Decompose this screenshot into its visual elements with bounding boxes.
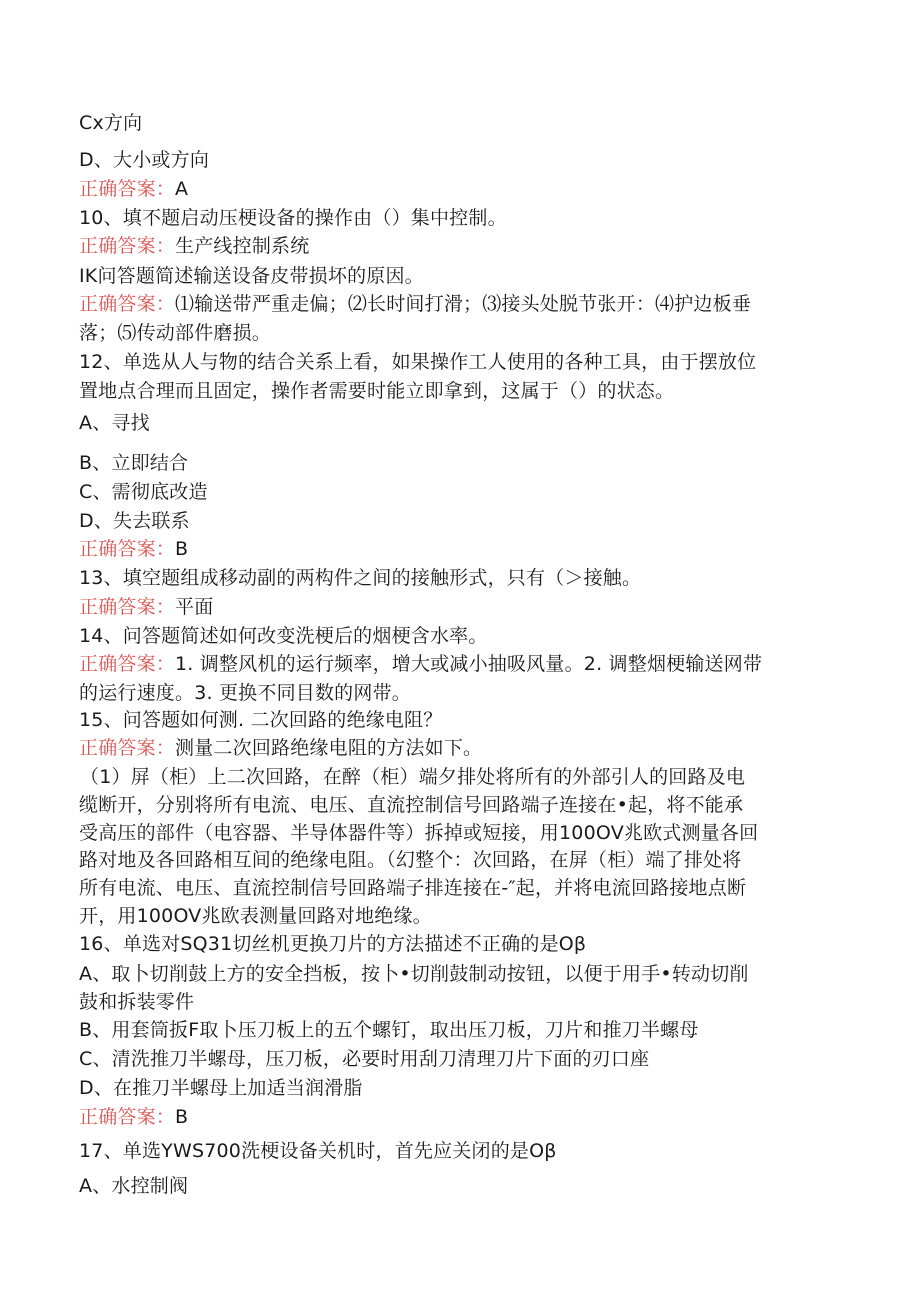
option-line: B、立即结合: [79, 452, 189, 474]
question-line: 14、问答题简述如何改变洗梗后的烟梗含水率。: [79, 625, 488, 647]
option-line: A、寻找: [79, 412, 150, 434]
answer-value: B: [175, 1106, 189, 1128]
question-line: 12、单选从人与物的结合关系上看，如果操作工人使用的各种工具，由于摆放位: [79, 351, 757, 373]
answer-value: B: [175, 538, 189, 560]
text-line: 落；⑸传动部件磨损。: [79, 322, 272, 344]
question-line: 13、填空题组成移动副的两构件之间的接触形式，只有（＞接触。: [79, 567, 642, 589]
text-line: 受高压的部件（电容器、半导体器件等）拆掉或短接，用100OV兆欧式测量各回: [79, 822, 759, 844]
option-line: C、清洗推刀半螺母，压刀板，必要时用刮刀清理刀片下面的刃口座: [79, 1048, 650, 1070]
question-line: 15、问答题如何测. 二次回路的绝缘电阻？: [79, 709, 443, 731]
answer-value: ⑴输送带严重走偏；⑵长时间打滑；⑶接头处脱节张开：⑷护边板垂: [175, 293, 752, 315]
answer-label: 正确答案：: [79, 596, 176, 618]
question-line: IK问答题简述输送设备皮带损坏的原因。: [79, 265, 424, 287]
answer-label: 正确答案：: [79, 178, 176, 200]
text-line: 所有电流、电压、直流控制信号回路端子排连接在-″起，并将电流回路接地点断: [79, 877, 747, 899]
text-line: Cx方向: [79, 112, 143, 134]
option-line: D、在推刀半螺母上加适当润滑脂: [79, 1077, 363, 1099]
text-line: 路对地及各回路相互间的绝缘电阻。（幻整个：次回路，在屏（柜）端了排处将: [79, 849, 742, 871]
text-line: 鼓和拆装零件: [79, 991, 195, 1013]
answer-line: [79, 537, 188, 561]
option-line: D、失去联系: [79, 510, 190, 532]
answer-line: [79, 595, 213, 619]
question-line: 17、单选YWS700洗梗设备关机时，首先应关闭的是Oβ: [79, 1140, 557, 1162]
question-line: 16、单选对SQ31切丝机更换刀片的方法描述不正确的是Oβ: [79, 933, 587, 955]
answer-line: [79, 177, 188, 201]
answer-label: 正确答案：: [79, 235, 176, 257]
text-line: 置地点合理而且固定，操作者需要时能立即拿到，这属于（）的状态。: [79, 380, 675, 402]
option-line: D、大小或方向: [79, 149, 210, 171]
answer-line: [79, 234, 309, 258]
answer-label: 正确答案：: [79, 653, 176, 675]
answer-line: [79, 1105, 188, 1129]
answer-value: 生产线控制系统: [175, 235, 310, 257]
text-line: （1）屏（柜）上二次回路，在醉（柜）端夕排处将所有的外部引人的回路及电: [80, 766, 746, 788]
answer-line: [79, 736, 482, 760]
answer-line: [79, 292, 751, 316]
answer-label: 正确答案：: [79, 538, 176, 560]
option-line: A、取卜切削鼓上方的安全挡板，按卜•切削鼓制动按钮，以便于用手•转动切削: [79, 963, 749, 985]
option-line: B、用套筒扳F取卜压刀板上的五个螺钉，取出压刀板，刀片和推刀半螺母: [79, 1019, 699, 1041]
answer-line: [79, 652, 762, 676]
answer-label: 正确答案：: [79, 1106, 176, 1128]
text-line: 的运行速度。3. 更换不同目数的网带。: [79, 682, 411, 704]
answer-value: 测量二次回路绝缘电阻的方法如下。: [175, 737, 483, 759]
answer-label: 正确答案：: [79, 293, 176, 315]
text-line: 开，用100OV兆欧表测量回路对地绝缘。: [79, 905, 432, 927]
question-line: 10、填不题启动压梗设备的操作由（）集中控制。: [79, 207, 507, 229]
answer-value: A: [175, 178, 189, 200]
answer-value: 平面: [175, 596, 214, 618]
option-line: A、水控制阀: [79, 1175, 189, 1197]
answer-label: 正确答案：: [79, 737, 176, 759]
option-line: C、需彻底改造: [79, 481, 208, 503]
text-line: 缆断开，分别将所有电流、电压、直流控制信号回路端子连接在•起，将不能承: [79, 794, 744, 816]
answer-value: 1. 调整风机的运行频率，增大或减小抽吸风量。2. 调整烟梗输送网带: [175, 653, 763, 675]
